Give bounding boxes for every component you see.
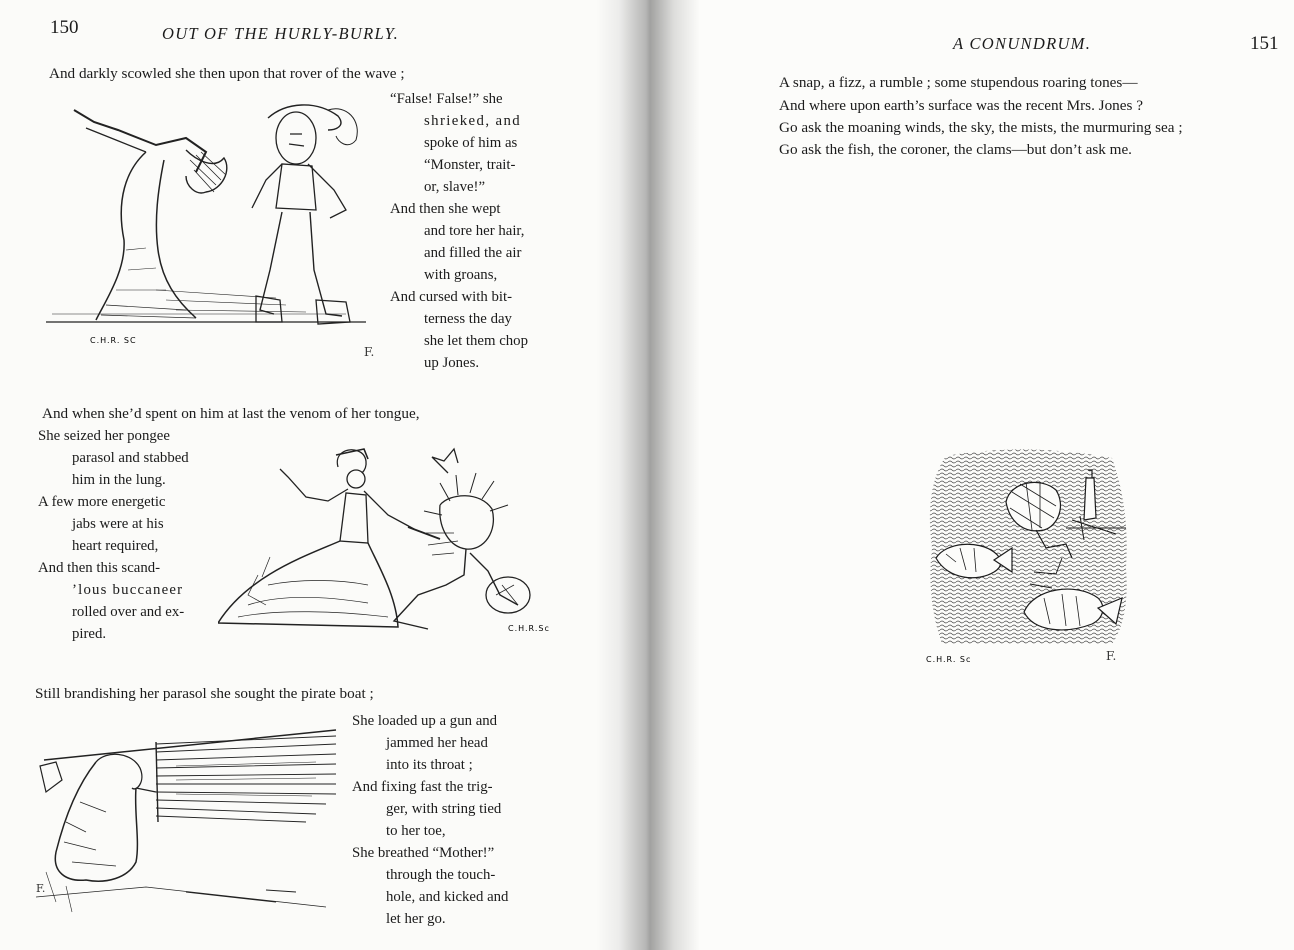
verse-line: jammed her head — [386, 735, 488, 751]
poem-line: Go ask the fish, the coroner, the clams—but don’t ask me. — [779, 141, 1132, 158]
book-gutter-shadow — [596, 0, 700, 950]
verse-line: And then she wept — [390, 201, 501, 217]
verse-line: And fixing fast the trig- — [352, 779, 493, 795]
verse-line: pired. — [72, 626, 107, 642]
artist-mark: F. — [364, 345, 375, 359]
stanza-verse — [38, 425, 189, 645]
verse-line: through the touch- — [386, 867, 496, 883]
verse-line: shrieked, and — [424, 113, 522, 129]
verse-line: or, slave!” — [424, 179, 486, 195]
stanza-intro-line: Still brandishing her parasol she sought the pirate boat ; — [35, 685, 374, 702]
engraver-signature: C.H.R.Sc — [508, 624, 550, 633]
stanza-verse — [390, 88, 528, 374]
stanza-intro-line: And darkly scowled she then upon that rover of the wave ; — [49, 65, 405, 82]
verse-line: ger, with string tied — [386, 801, 502, 817]
verse-line: parasol and stabbed — [72, 450, 189, 466]
illustration-cannon — [36, 722, 346, 920]
verse-line: let her go. — [386, 911, 446, 927]
running-head: OUT OF THE HURLY-BURLY. — [162, 24, 400, 43]
poem-line: Go ask the moaning winds, the sky, the mists, the murmuring sea ; — [779, 119, 1183, 136]
artist-mark: F. — [1106, 649, 1117, 663]
page-number: 151 — [1250, 33, 1279, 54]
poem-line: A snap, a fizz, a rumble ; some stupendous roaring tones— — [779, 74, 1138, 91]
verse-line: she let them chop — [424, 333, 528, 349]
verse-line: ’lous buccaneer — [72, 582, 184, 598]
illustration-underwater-remains — [916, 448, 1146, 670]
verse-line: terness the day — [424, 311, 512, 327]
verse-line: And cursed with bit- — [390, 289, 513, 305]
verse-line: She seized her pongee — [38, 428, 170, 444]
verse-line: into its throat ; — [386, 757, 473, 773]
engraver-signature: C.H.R. SC — [90, 336, 137, 345]
verse-line: A few more energetic — [38, 494, 166, 510]
poem-line: And where upon earth’s surface was the recent Mrs. Jones ? — [779, 97, 1143, 114]
right-page — [640, 0, 1294, 950]
artist-mark: F. — [36, 882, 46, 895]
verse-line: to her toe, — [386, 823, 446, 839]
verse-line: spoke of him as — [424, 135, 518, 151]
verse-line: up Jones. — [424, 355, 480, 371]
page-number: 150 — [50, 17, 79, 38]
illustration-shrieking-woman — [46, 100, 386, 368]
verse-line: and tore her hair, — [424, 223, 525, 239]
verse-line: hole, and kicked and — [386, 889, 509, 905]
verse-line: with groans, — [424, 267, 498, 283]
stanza-intro-line: And when she’d spent on him at last the venom of her tongue, — [42, 405, 420, 422]
stanza-verse — [352, 710, 508, 930]
verse-line: She breathed “Mother!” — [352, 845, 495, 861]
verse-line: rolled over and ex- — [72, 604, 185, 620]
running-head: A CONUNDRUM. — [953, 34, 1092, 53]
verse-line: And then this scand- — [38, 560, 161, 576]
verse-line: “False! False!” she — [390, 91, 503, 107]
verse-line: jabs were at his — [72, 516, 164, 532]
verse-line: She loaded up a gun and — [352, 713, 498, 729]
illustration-parasol-stabbing — [218, 445, 563, 635]
verse-line: heart required, — [72, 538, 159, 554]
engraver-signature: C.H.R. Sc — [926, 655, 972, 664]
verse-line: and filled the air — [424, 245, 522, 261]
verse-line: “Monster, trait- — [424, 157, 516, 173]
verse-line: him in the lung. — [72, 472, 166, 488]
